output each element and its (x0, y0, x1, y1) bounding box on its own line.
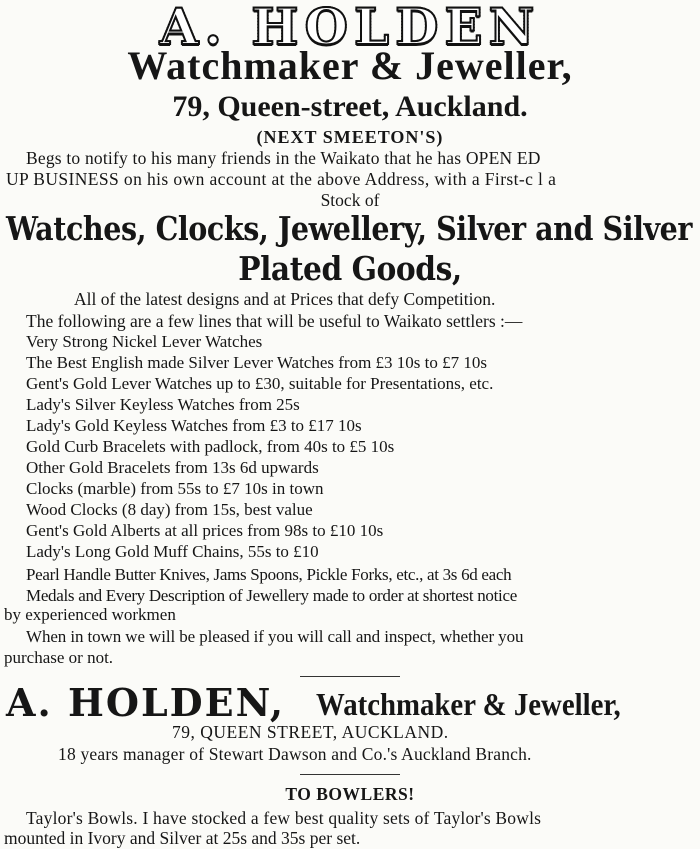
list-item: Very Strong Nickel Lever Watches (26, 332, 263, 351)
list-item: Gent's Gold Lever Watches up to £30, suitable for Presentations, etc. (26, 374, 494, 393)
headline-line-1: Watches, Clocks, Jewellery, Silver and Silver (6, 209, 693, 248)
list-item: Wood Clocks (8 day) from 15s, best value (26, 500, 313, 519)
list-item: Lady's Gold Keyless Watches from £3 to £17 10s (26, 416, 362, 435)
list-item: Pearl Handle Butter Knives, Jams Spoons, Pickle Forks, etc., at 3s 6d each (26, 565, 512, 584)
section-divider (300, 676, 400, 677)
intro-line-2: UP BUSINESS on his own account at the above Address, with a First-c l a (6, 169, 557, 189)
footer-address: 79, QUEEN STREET, AUCKLAND. (172, 722, 449, 742)
invite-line-1: When in town we will be pleased if you will call and inspect, whether you (26, 627, 524, 646)
headline-line-2: Plated Goods, (238, 249, 462, 288)
next-to-note: (NEXT SMEETON'S) (256, 127, 444, 147)
latest-designs-line: All of the latest designs and at Prices that defy Competition. (74, 289, 496, 309)
banner-title: A. HOLDEN (0, 2, 700, 52)
list-item: Gent's Gold Alberts at all prices from 98s to £10 10s (26, 521, 384, 540)
bowlers-line-1: Taylor's Bowls. I have stocked a few best quality sets of Taylor's Bowls (26, 808, 542, 828)
trade-heading: Watchmaker & Jeweller, (127, 43, 573, 88)
intro-line-1: Begs to notify to his many friends in the Waikato that he has OPEN ED (26, 148, 541, 168)
footer-trade: Watchmaker & Jeweller, (316, 686, 621, 722)
list-item: Lady's Silver Keyless Watches from 25s (26, 395, 300, 414)
invite-line-2: purchase or not. (4, 648, 114, 667)
bowlers-heading: TO BOWLERS! (285, 784, 415, 804)
shop-address: 79, Queen-street, Auckland. (172, 90, 528, 123)
medals-line-1: Medals and Every Description of Jewellery made to order at shortest notice (26, 586, 517, 605)
intro-line-3: Stock of (320, 190, 380, 210)
following-lines-intro: The following are a few lines that will be useful to Waikato settlers :— (26, 311, 523, 331)
list-item: Other Gold Bracelets from 13s 6d upwards (26, 458, 319, 477)
list-item: Lady's Long Gold Muff Chains, 55s to £10 (26, 542, 319, 561)
list-item: Gold Curb Bracelets with padlock, from 40s to £5 10s (26, 437, 395, 456)
section-divider (300, 774, 400, 775)
medals-line-2: by experienced workmen (4, 605, 176, 624)
list-item: The Best English made Silver Lever Watches from £3 10s to £7 10s (26, 353, 488, 372)
list-item: Clocks (marble) from 55s to £7 10s in town (26, 479, 324, 498)
footer-name: A. HOLDEN, (6, 680, 286, 725)
bowlers-line-2: mounted in Ivory and Silver at 25s and 35s per set. (4, 828, 361, 848)
footer-manager-note: 18 years manager of Stewart Dawson and Co.'s Auckland Branch. (58, 744, 532, 764)
